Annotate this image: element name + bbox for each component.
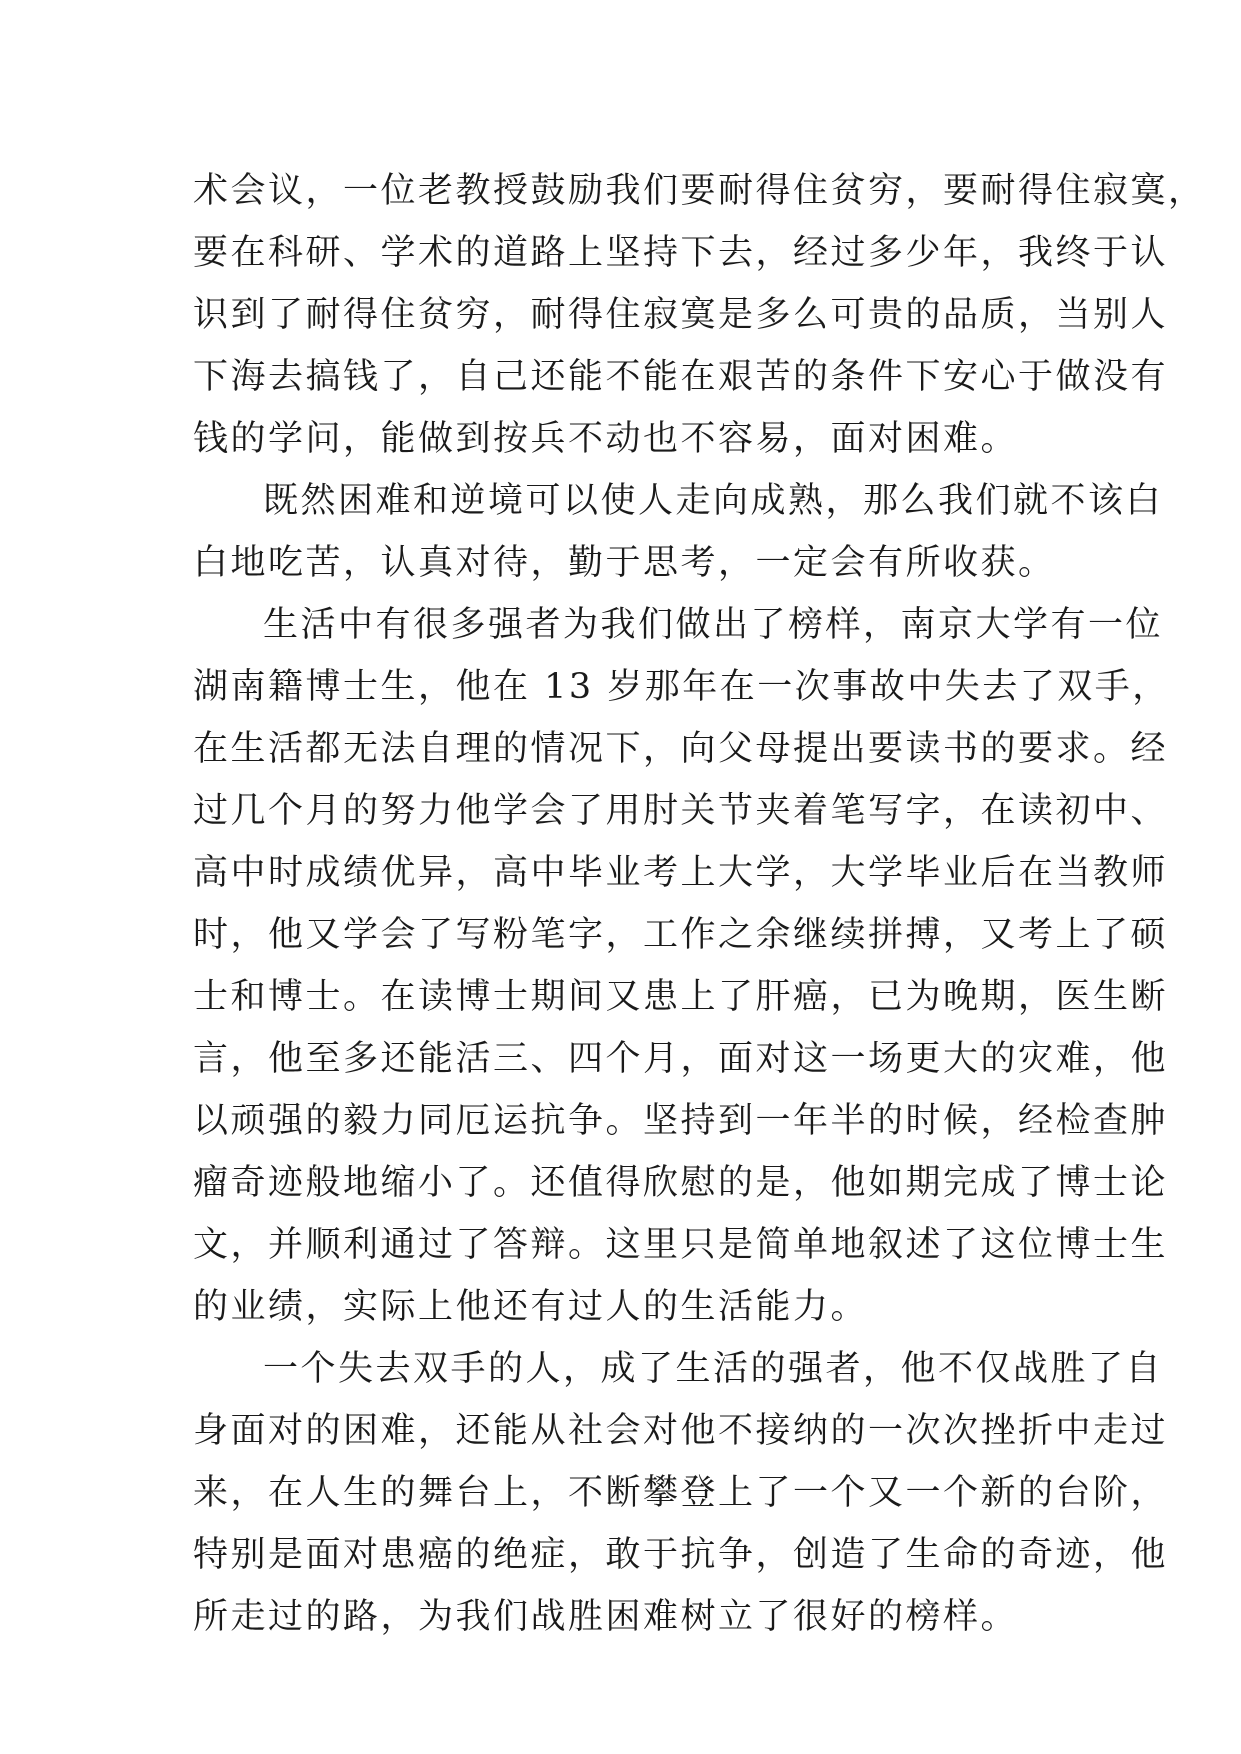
paragraph-3 xyxy=(193,594,1170,1338)
text-line: 识到了耐得住贫穷，耐得住寂寞是多么可贵的品质，当别人 xyxy=(193,295,1169,335)
text-line: 过几个月的努力他学会了用肘关节夹着笔写字，在读初中、 xyxy=(193,791,1169,831)
text-line: 一个失去双手的人，成了生活的强者，他不仅战胜了自 xyxy=(263,1349,1164,1389)
text-line: 生活中有很多强者为我们做出了榜样，南京大学有一位 xyxy=(263,605,1164,645)
text-line: 湖南籍博士生，他在 13 岁那年在一次事故中失去了双手， xyxy=(193,667,1170,707)
text-line: 文，并顺利通过了答辩。这里只是简单地叙述了这位博士生 xyxy=(193,1225,1169,1265)
text-line: 下海去搞钱了，自己还能不能在艰苦的条件下安心于做没有 xyxy=(193,357,1169,397)
paragraph-4 xyxy=(193,1338,1169,1648)
document-body xyxy=(193,160,1206,1648)
paragraph-2 xyxy=(193,470,1164,594)
text-line: 的业绩，实际上他还有过人的生活能力。 xyxy=(193,1287,869,1327)
text-line: 言，他至多还能活三、四个月，面对这一场更大的灾难，他 xyxy=(193,1039,1169,1079)
text-line: 士和博士。在读博士期间又患上了肝癌，已为晚期，医生断 xyxy=(193,977,1169,1017)
text-line: 要在科研、学术的道路上坚持下去，经过多少年，我终于认 xyxy=(193,233,1169,273)
text-line: 钱的学问，能做到按兵不动也不容易，面对困难。 xyxy=(193,419,1019,459)
text-line: 来，在人生的舞台上，不断攀登上了一个又一个新的台阶， xyxy=(193,1473,1169,1513)
text-line: 特别是面对患癌的绝症，敢于抗争，创造了生命的奇迹，他 xyxy=(193,1535,1169,1575)
text-line: 身面对的困难，还能从社会对他不接纳的一次次挫折中走过 xyxy=(193,1411,1169,1451)
text-line: 瘤奇迹般地缩小了。还值得欣慰的是，他如期完成了博士论 xyxy=(193,1163,1169,1203)
text-line: 以顽强的毅力同厄运抗争。坚持到一年半的时候，经检查肿 xyxy=(193,1101,1169,1141)
text-line: 高中时成绩优异，高中毕业考上大学，大学毕业后在当教师 xyxy=(193,853,1169,893)
text-line: 术会议，一位老教授鼓励我们要耐得住贫穷，要耐得住寂寞， xyxy=(193,171,1206,211)
text-line: 既然困难和逆境可以使人走向成熟，那么我们就不该白 xyxy=(263,481,1164,521)
paragraph-1 xyxy=(193,160,1206,470)
text-line: 在生活都无法自理的情况下，向父母提出要读书的要求。经 xyxy=(193,729,1169,769)
text-line: 所走过的路，为我们战胜困难树立了很好的榜样。 xyxy=(193,1597,1019,1637)
text-line: 白地吃苦，认真对待，勤于思考，一定会有所收获。 xyxy=(193,543,1056,583)
text-line: 时，他又学会了写粉笔字，工作之余继续拼搏，又考上了硕 xyxy=(193,915,1169,955)
